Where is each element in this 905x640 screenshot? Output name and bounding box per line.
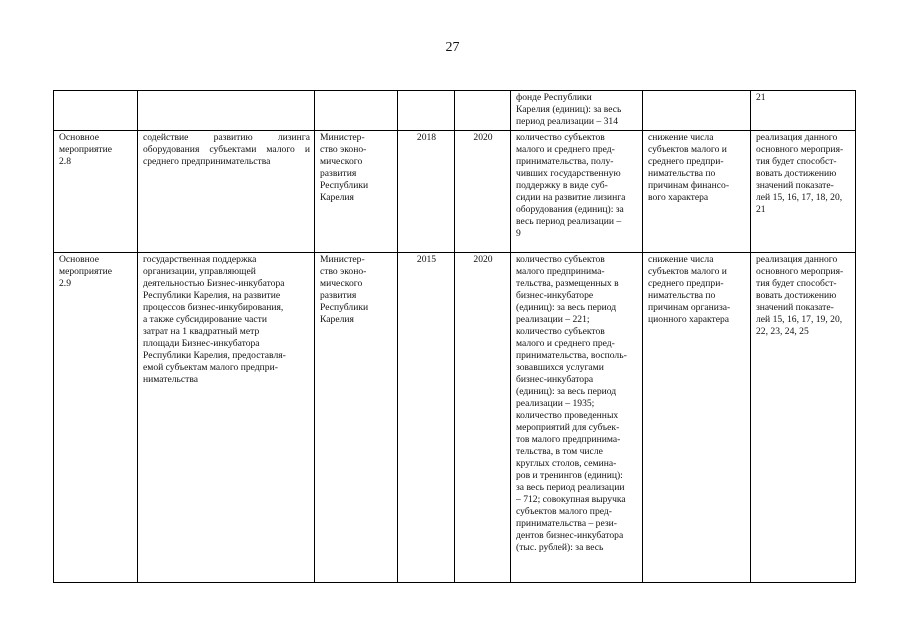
end-year-cell: 2020	[455, 131, 511, 253]
indicator-cell: фонде Республики Карелия (единиц): за весь период реализации – 314	[511, 91, 643, 131]
relation-cell: реализация данного основного мероприя- тия будет способст- вовать достижению значений показате- лей 15, 16, 17, 18, 20, 21	[751, 131, 856, 253]
measure-description-cell: содействие развитию лизинга оборудования субъектами малого и среднего предпринимательства	[138, 131, 315, 253]
start-year-cell: 2018	[398, 131, 455, 253]
measure-description-cell	[138, 91, 315, 131]
end-year-cell: 2020	[455, 253, 511, 583]
start-year-cell	[398, 91, 455, 131]
end-year-cell	[455, 91, 511, 131]
measure-name-cell	[54, 91, 138, 131]
relation-cell: 21	[751, 91, 856, 131]
table-row	[54, 91, 856, 131]
indicator-cell: количество субъектов малого предпринима- тельства, размещенных в бизнес-инкубаторе (единиц): за весь период реализации – 221; количество субъектов малого и среднего пред- принимательства, восполь- зовавшихся услугами бизнес-инкубатора (единиц): за весь период реализации – 1935; количество проведенных мероприятий для субъек- тов малого предпринима- тельства, в том числе круглых столов, семина- ров и тренингов (единиц): за весь период реализации – 712; совокупная выручка субъектов малого пред- принимательства – рези- дентов бизнес-инкубатора (тыс. рублей): за весь	[511, 253, 643, 583]
start-year-cell: 2015	[398, 253, 455, 583]
relation-cell: реализация данного основного мероприя- тия будет способст- вовать достижению значений показате- лей 15, 16, 17, 19, 20, 22, 23, 24, 25	[751, 253, 856, 583]
measure-description-cell: государственная поддержка организации, управляющей деятельностью Бизнес-инкубатора Республики Карелия, на развитие процессов бизнес-инкубирования, а также субсидирование части затрат на 1 квадратный метр площади Бизнес-инкубатора Республики Карелия, предоставля- емой субъектам малого предпри- нимательства	[138, 253, 315, 583]
indicator-cell: количество субъектов малого и среднего пред- принимательства, полу- чивших государственную поддержку в виде суб- сидии на развитие лизинга оборудования (единиц): за весь период реализации – 9	[511, 131, 643, 253]
table-row	[54, 131, 856, 253]
page-number: 27	[445, 40, 460, 55]
executor-cell: Министер- ство эконо- мического развития Республики Карелия	[315, 131, 398, 253]
executor-cell	[315, 91, 398, 131]
measure-name-cell: Основное мероприятие 2.8	[54, 131, 138, 253]
consequences-cell	[643, 91, 751, 131]
executor-cell: Министер- ство эконо- мического развития Республики Карелия	[315, 253, 398, 583]
table-row	[54, 253, 856, 583]
consequences-cell: снижение числа субъектов малого и среднего предпри- нимательства по причинам организа- ционного характера	[643, 253, 751, 583]
consequences-cell: снижение числа субъектов малого и среднего предпри- нимательства по причинам финансо- вого характера	[643, 131, 751, 253]
measure-name-cell: Основное мероприятие 2.9	[54, 253, 138, 583]
measures-table	[53, 90, 856, 583]
